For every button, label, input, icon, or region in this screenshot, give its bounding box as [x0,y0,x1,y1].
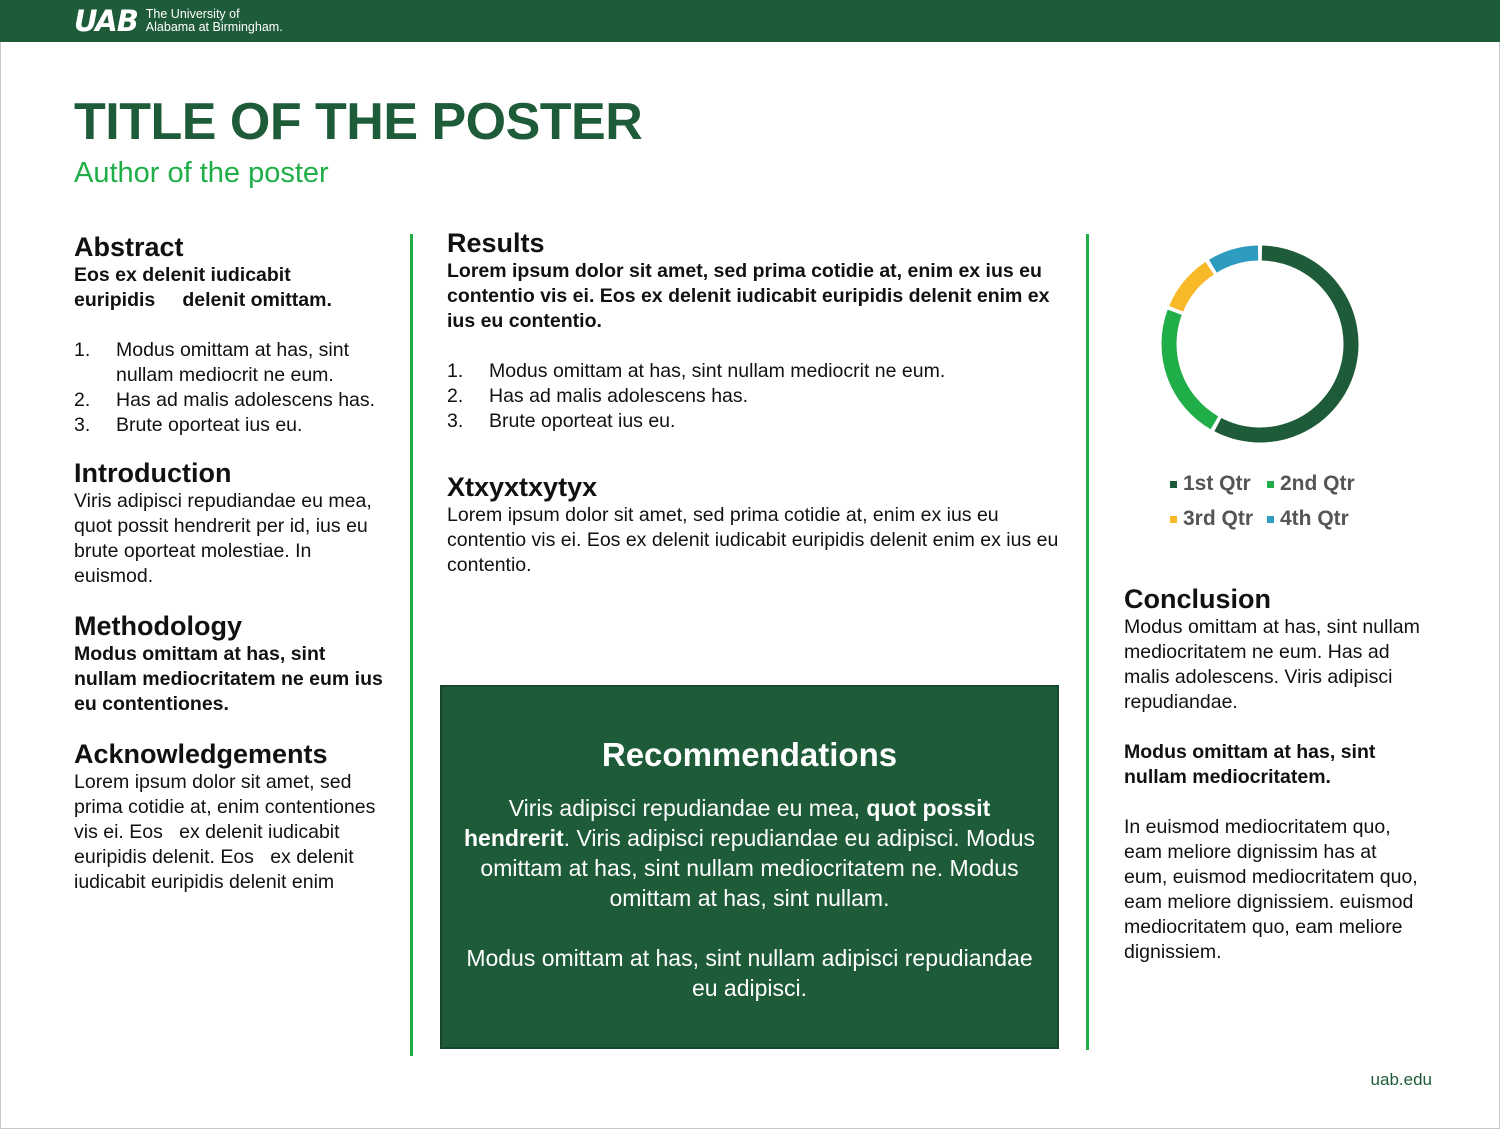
xtxy-section [447,472,1062,578]
donut-segment-1st-qtr [1218,253,1351,435]
conclusion-paragraph-3: In euismod mediocritatem quo, eam meliore dignissim has at eum, euismod mediocritatem quo, eam meliore dignissiem. euismod mediocritatem quo, eam meliore dignissiem. [1124,816,1418,963]
legend-label: 3rd Qtr [1183,507,1254,530]
results-list [447,359,1062,434]
poster-author: Author of the poster [74,157,329,189]
methodology-heading: Methodology [74,611,242,641]
list-number: 2. [74,389,91,411]
recommendations-box [440,685,1059,1049]
list-text: Brute oporteat ius eu. [116,414,303,436]
footer-url-link[interactable]: uab.edu [1370,1070,1432,1089]
poster-title: TITLE OF THE POSTER [74,93,643,151]
list-number: 1. [447,360,464,382]
acknowledgements-section [74,739,384,895]
list-number: 3. [447,410,464,432]
conclusion-heading: Conclusion [1124,584,1271,614]
rec-text-a: Viris adipisci repudiandae eu mea, [508,795,867,821]
donut-segment-2nd-qtr [1169,312,1215,423]
methodology-section [74,611,384,717]
column-divider-left [410,234,413,1056]
legend-label: 1st Qtr [1183,472,1251,495]
logo-line-2: Alabama at Birmingham. [145,20,283,34]
list-text: Modus omittam at has, sint nullam mediocrit ne eum. [116,339,350,386]
legend-swatch [1170,481,1177,488]
logo-line-1: The University of [145,7,240,21]
introduction-heading: Introduction [74,458,232,488]
donut-segment-3rd-qtr [1176,268,1210,309]
xtxy-body: Lorem ipsum dolor sit amet, sed prima cotidie at, enim ex ius eu contentio vis ei. Eos ex delenit iudicabit euripidis delenit enim ex ius eu contentio. [447,504,1059,576]
donut-chart [1145,229,1375,459]
abstract-section [74,232,384,438]
legend-label: 4th Qtr [1280,507,1349,530]
list-text: Modus omittam at has, sint nullam mediocrit ne eum. [489,360,946,382]
rec-text-b: . Viris adipisci repudiandae eu adipisci. Modus omittam at has, sint nullam mediocritatem ne. Modus omittam at has, sint nullam. [480,825,1036,911]
right-column [1124,584,1424,965]
list-item [447,409,1062,434]
list-item [74,388,384,413]
list-text: Brute oporteat ius eu. [489,410,676,432]
list-item [74,413,384,438]
legend-item-1st-qtr [1170,472,1251,496]
recommendations-heading: Recommendations [601,736,898,773]
results-section [447,228,1062,434]
methodology-body: Modus omittam at has, sint nullam mediocritatem ne eum ius eu contentiones. [74,643,383,715]
legend-item-4th-qtr [1267,507,1349,531]
legend-label: 2nd Qtr [1280,472,1355,495]
list-item [74,338,384,388]
recommendations-paragraph-1 [454,793,1045,913]
list-number: 1. [74,339,91,361]
logo-mark: UAB [74,4,138,38]
xtxy-heading: Xtxyxtxytyx [447,472,598,502]
legend-item-2nd-qtr [1267,472,1355,496]
logo-wordmark [146,8,283,34]
center-column [447,228,1062,578]
header-bar [0,0,1500,42]
acknowledgements-heading: Acknowledgements [74,739,328,769]
list-text: Has ad malis adolescens has. [489,385,749,407]
donut-segment-4th-qtr [1213,253,1258,266]
list-text: Has ad malis adolescens has. [116,389,376,411]
conclusion-section [1124,584,1424,965]
conclusion-paragraph-1: Modus omittam at has, sint nullam mediocritatem ne eum. Has ad malis adolescens. Viris adipisci repudiandae. [1124,616,1420,713]
results-lead: Lorem ipsum dolor sit amet, sed prima cotidie at, enim ex ius eu contentio vis ei. Eos ex delenit iudicabit euripidis delenit enim ex ius eu contentio. [447,260,1050,332]
legend-swatch [1267,481,1274,488]
abstract-heading: Abstract [74,232,184,262]
legend-swatch [1267,516,1274,523]
list-item [447,384,1062,409]
results-heading: Results [447,228,545,258]
left-column [74,232,384,895]
recommendations-paragraph-2: Modus omittam at has, sint nullam adipisci repudiandae eu adipisci. [466,945,1033,1001]
list-number: 3. [74,414,91,436]
acknowledgements-body: Lorem ipsum dolor sit amet, sed prima cotidie at, enim contentiones vis ei. Eos ex delenit iudicabit euripidis delenit. Eos ex delenit iudicabit euripidis delenit enim [74,771,381,893]
list-number: 2. [447,385,464,407]
rec-text-bold: quot possit hendrerit [463,795,991,851]
conclusion-paragraph-2: Modus omittam at has, sint nullam mediocritatem. [1124,741,1376,788]
legend-item-3rd-qtr [1170,507,1253,531]
legend-swatch [1170,516,1177,523]
introduction-body: Viris adipisci repudiandae eu mea, quot possit hendrerit per id, ius eu brute oporteat molestiae. In euismod. [74,490,372,587]
abstract-list [74,338,384,438]
list-item [447,359,1062,384]
introduction-section [74,458,384,589]
column-divider-right [1086,234,1089,1050]
abstract-lead: Eos ex delenit iudicabit euripidis delenit omittam. [74,264,332,311]
uab-logo[interactable] [74,6,283,36]
